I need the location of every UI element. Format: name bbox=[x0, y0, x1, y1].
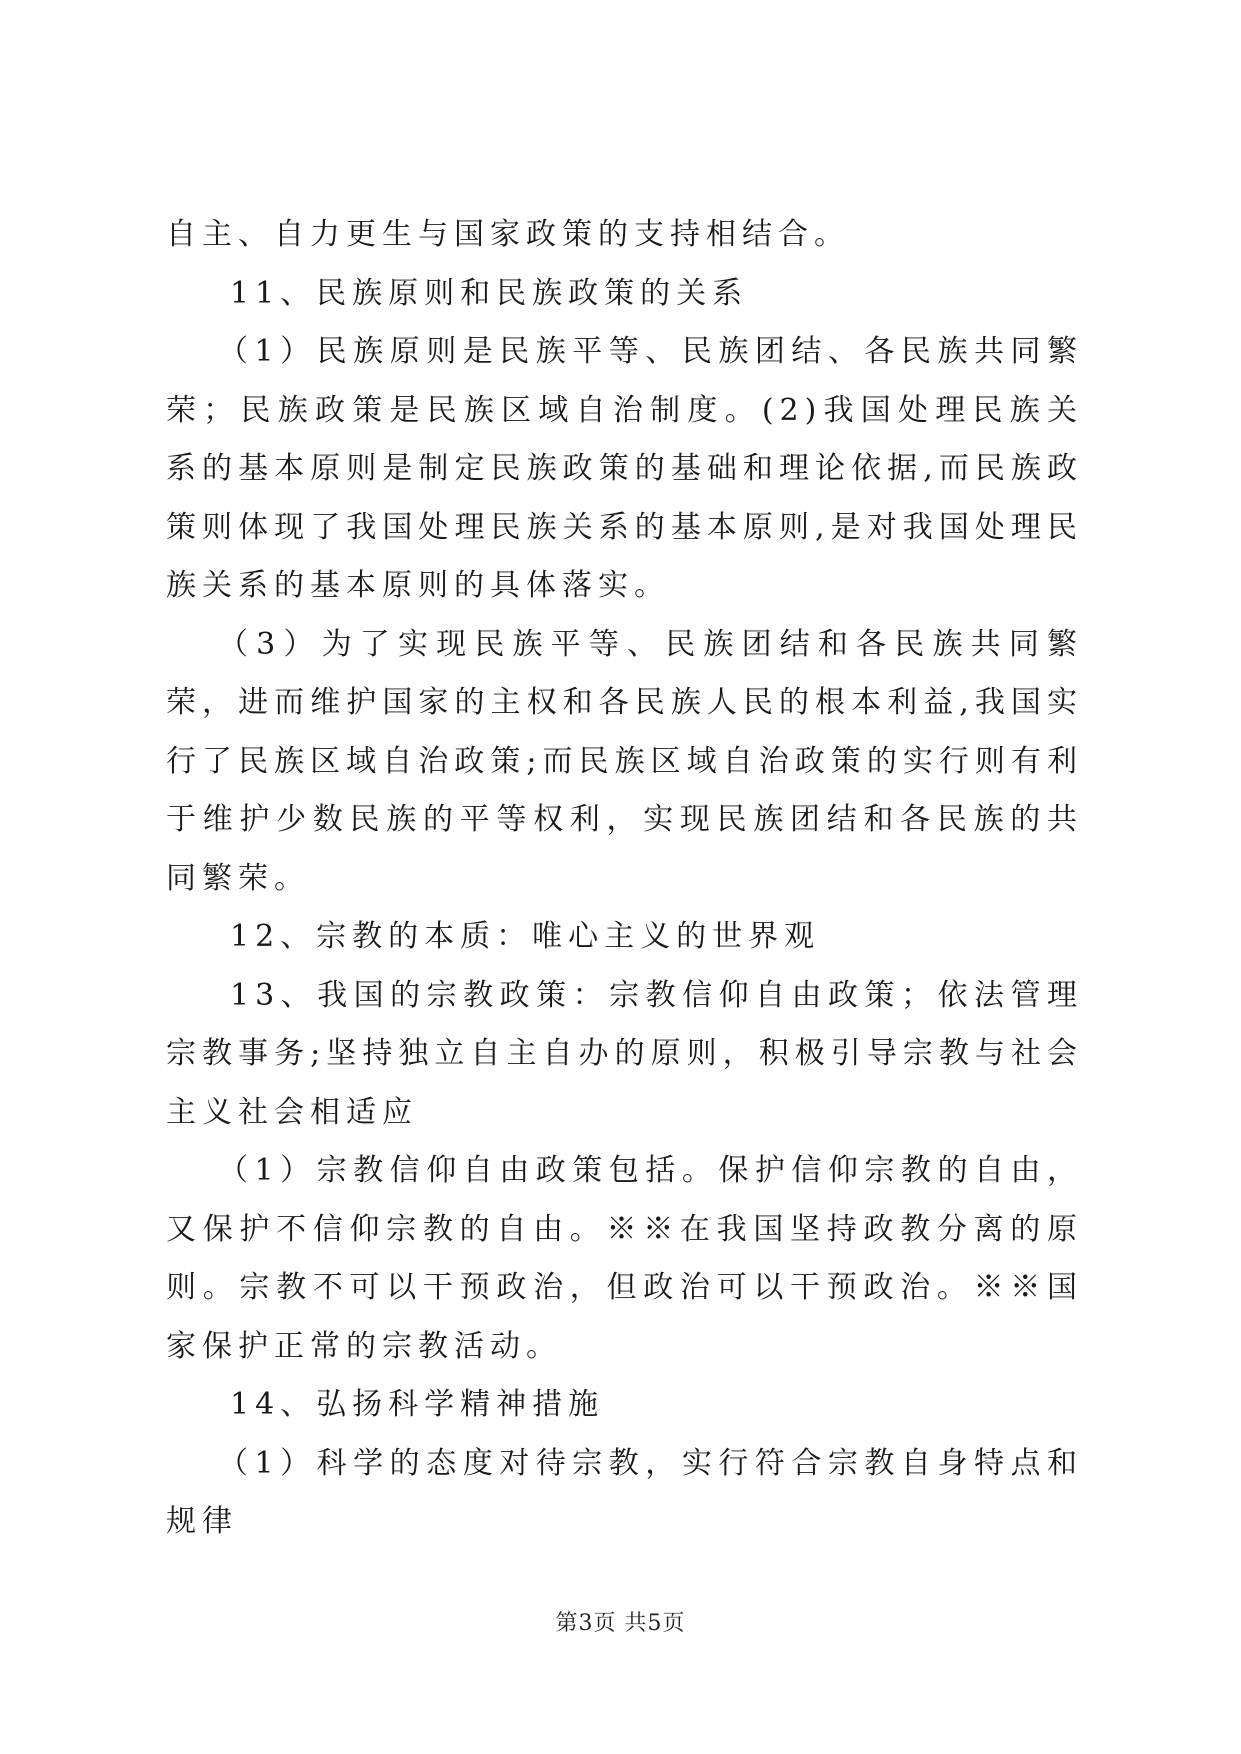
heading-12: 12、宗教的本质：唯心主义的世界观 bbox=[230, 919, 821, 954]
heading-13: 13、我国的宗教政策：宗教信仰自由政策；依法管理宗教事务;坚持独立自主自办的原则，积极引导宗教与社会主义社会相适应 bbox=[166, 977, 1083, 1130]
paragraph-continuation: 自主、自力更生与国家政策的支持相结合。 bbox=[166, 217, 850, 252]
heading-11: 11、民族原则和民族政策的关系 bbox=[230, 275, 749, 311]
paragraph-13-1: （1）宗教信仰自由政策包括。保护信仰宗教的自由，又保护不信仰宗教的自由。※※在我国坚持政教分离的原则。宗教不可以干预政治，但政治可以干预政治。※※国家保护正常的宗教活动。 bbox=[166, 1153, 1083, 1364]
heading-14: 14、弘扬科学精神措施 bbox=[230, 1387, 605, 1422]
paragraph-11-1: （1）民族原则是民族平等、民族团结、各民族共同繁荣；民族政策是民族区域自治制度。(2)我国处理民族关系的基本原则是制定民族政策的基础和理论依据,而民族政策则体现了我国处理民族关系的基本原则,是对我国处理民族关系的基本原则的具体落实。 bbox=[166, 334, 1083, 603]
paragraph-11-3: （3）为了实现民族平等、民族团结和各民族共同繁荣，进而维护国家的主权和各民族人民的根本利益,我国实行了民族区域自治政策;而民族区域自治政策的实行则有利于维护少数民族的平等权利，实现民族团结和各民族的共同繁荣。 bbox=[166, 626, 1083, 896]
paragraph-14-1: （1）科学的态度对待宗教，实行符合宗教自身特点和规律 bbox=[166, 1445, 1083, 1539]
page-number-footer: 第3页 共5页 bbox=[555, 1611, 686, 1636]
document-body bbox=[166, 206, 1083, 1552]
